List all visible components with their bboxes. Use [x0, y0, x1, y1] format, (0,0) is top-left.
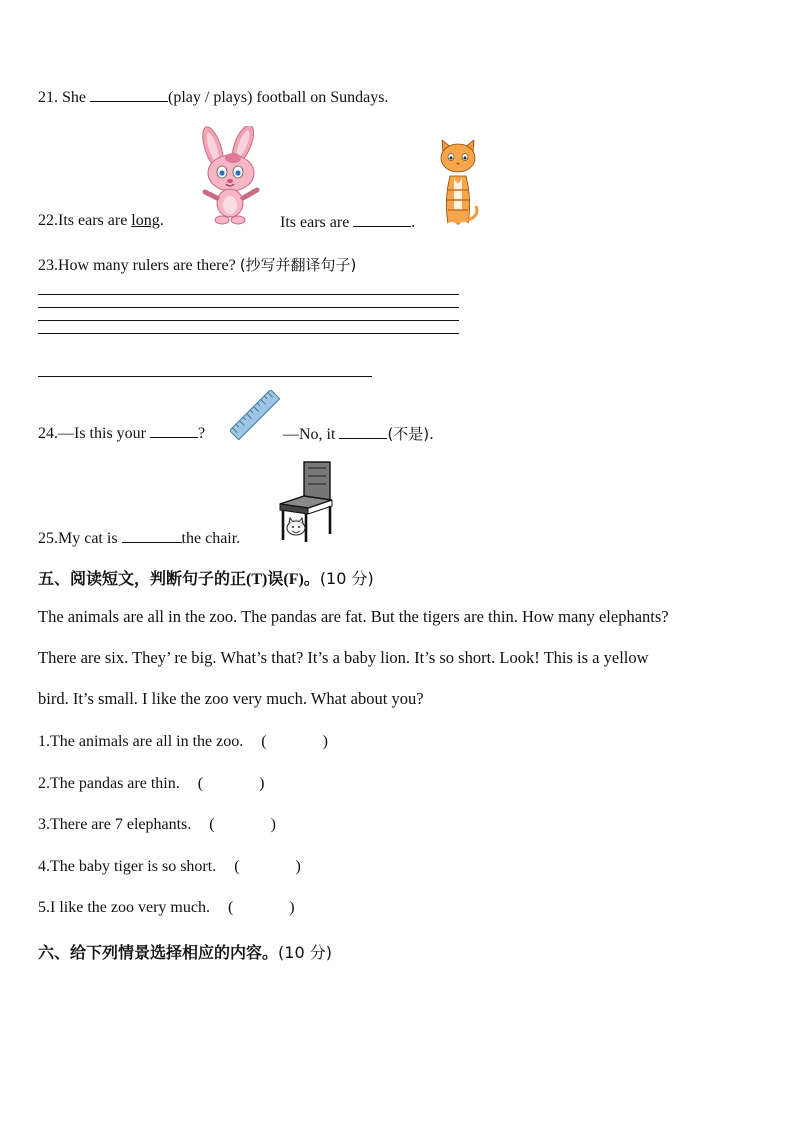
- answer-paren-open: (: [234, 858, 240, 875]
- q22-left-suffix: .: [159, 212, 164, 229]
- q22-right-suffix: .: [411, 214, 416, 231]
- question-25: [38, 528, 240, 548]
- statement-text: 4.The baby tiger is so short.: [38, 858, 217, 875]
- section-5-heading: [38, 566, 374, 589]
- writing-line-1[interactable]: [38, 294, 459, 295]
- answer-paren-close: ): [322, 733, 328, 750]
- answer-paren-close: ): [259, 775, 265, 792]
- q22-left-prefix: 22.Its ears are: [38, 212, 132, 229]
- section-6-heading: [38, 940, 332, 963]
- section-5-title-a: 五、阅读短文，判断句子的正: [38, 569, 247, 588]
- statement-4: [38, 858, 301, 876]
- writing-line-3[interactable]: [38, 320, 459, 321]
- q24-hint: (不是).: [387, 425, 434, 443]
- question-21: [38, 87, 388, 107]
- reading-passage: [38, 596, 669, 719]
- question-24-answer: [283, 423, 434, 444]
- q21-text-after: (play / plays) football on Sundays.: [168, 89, 389, 106]
- section-5-t: (T): [246, 571, 268, 588]
- answer-paren-close: ): [295, 858, 301, 875]
- q24-mid: ?: [198, 425, 206, 442]
- section-5-f: (F): [283, 571, 304, 588]
- q25-answer-blank[interactable]: [122, 528, 182, 543]
- statement-text: 2.The pandas are thin.: [38, 775, 180, 792]
- statement-3: [38, 816, 276, 834]
- q24-answer-prefix: —No, it: [283, 426, 340, 443]
- section-5-title-b: 误: [267, 569, 284, 588]
- question-22-left: [38, 212, 164, 230]
- question-22-right: [280, 212, 415, 232]
- q23-instruction: (抄写并翻译句子): [239, 256, 357, 274]
- question-23: [38, 254, 356, 275]
- statement-text: 1.The animals are all in the zoo.: [38, 733, 244, 750]
- section-5-title-c: 。: [303, 569, 320, 588]
- statement-text: 3.There are 7 elephants.: [38, 816, 192, 833]
- passage-line-2: There are six. They’ re big. What’s that? It’s a baby lion. It’s so short. Look! This is a yellow: [38, 648, 649, 667]
- ruler-illustration: [230, 390, 280, 440]
- q22-answer-blank[interactable]: [353, 212, 411, 227]
- q21-answer-blank[interactable]: [90, 87, 168, 102]
- question-24: [38, 423, 205, 443]
- q23-text: 23.How many rulers are there?: [38, 257, 240, 274]
- q25-suffix: the chair.: [181, 530, 241, 547]
- section-5-score: (10 分): [319, 569, 374, 588]
- statement-2: [38, 775, 264, 793]
- answer-paren-close: ): [289, 899, 295, 916]
- passage-line-3: bird. It’s small. I like the zoo very much. What about you?: [38, 689, 424, 708]
- q22-left-word: long: [131, 212, 160, 229]
- q24-prefix: 24.—Is this your: [38, 425, 150, 442]
- cat-illustration: [436, 140, 480, 230]
- q25-prefix: 25.My cat is: [38, 530, 122, 547]
- rabbit-illustration: [193, 126, 269, 226]
- answer-paren-open: (: [197, 775, 204, 792]
- q24-answer-blank-1[interactable]: [150, 423, 198, 438]
- answer-paren-close: ): [270, 816, 276, 833]
- writing-line-2[interactable]: [38, 307, 459, 308]
- passage-line-1: The animals are all in the zoo. The pandas are fat. But the tigers are thin. How many elephants?: [38, 607, 669, 626]
- statement-1: [38, 733, 328, 751]
- statement-text: 5.I like the zoo very much.: [38, 899, 210, 916]
- q24-answer-blank-2[interactable]: [339, 424, 387, 439]
- q22-right-text: Its ears are: [280, 214, 354, 231]
- q21-number: 21: [38, 89, 54, 106]
- section-6-score: (10 分): [278, 943, 332, 962]
- translation-line[interactable]: [38, 376, 372, 377]
- statement-5: [38, 899, 295, 917]
- answer-paren-open: (: [209, 816, 215, 833]
- q21-text-before: . She: [54, 89, 90, 106]
- writing-line-4[interactable]: [38, 333, 459, 334]
- answer-paren-open: (: [227, 899, 234, 916]
- answer-paren-open: (: [261, 733, 267, 750]
- section-6-title: 六、给下列情景选择相应的内容。: [38, 943, 279, 962]
- chair-with-cat-illustration: [278, 460, 334, 542]
